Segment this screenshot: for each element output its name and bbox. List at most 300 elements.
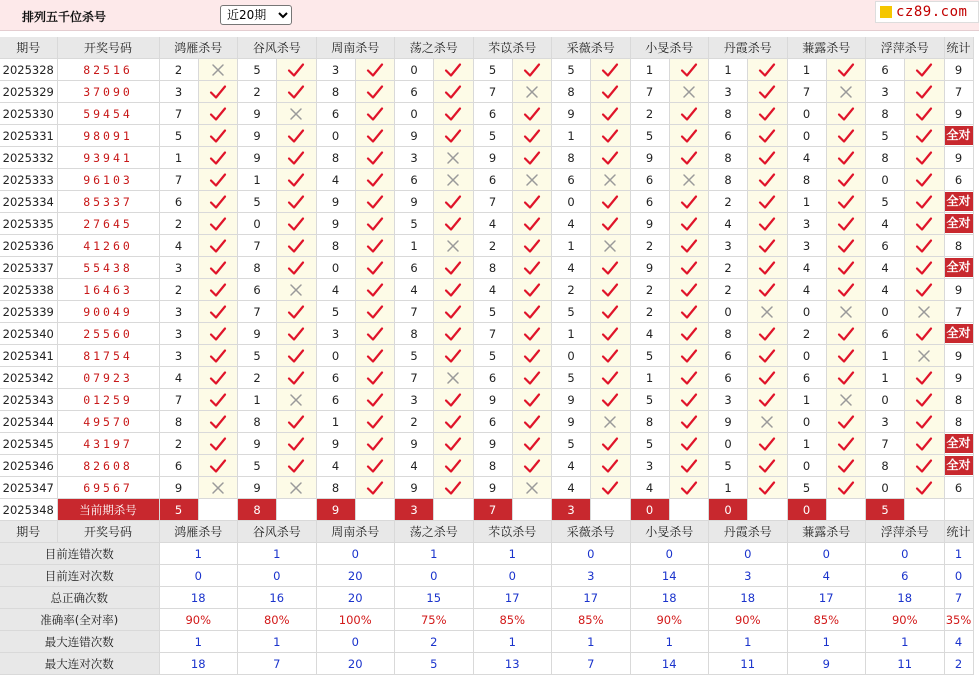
check-icon bbox=[523, 392, 541, 408]
check-icon bbox=[837, 128, 855, 144]
row-stat: 8 bbox=[944, 235, 973, 257]
result-correct bbox=[512, 411, 552, 433]
result-correct bbox=[748, 279, 788, 301]
kill-number: 4 bbox=[316, 455, 355, 477]
kill-number: 2 bbox=[159, 59, 198, 81]
kill-number: 5 bbox=[395, 213, 434, 235]
summary-value: 14 bbox=[630, 565, 709, 587]
kill-number: 5 bbox=[473, 59, 512, 81]
summary-value: 5 bbox=[395, 653, 474, 675]
result-correct bbox=[512, 279, 552, 301]
col-header-stat: 统计 bbox=[944, 521, 973, 543]
check-icon bbox=[758, 282, 776, 298]
col-header-expert: 小旻杀号 bbox=[630, 37, 709, 59]
brand-logo[interactable] bbox=[875, 1, 979, 23]
result-correct bbox=[277, 191, 317, 213]
current-kill-number: 0 bbox=[630, 499, 669, 521]
result-correct bbox=[905, 59, 945, 81]
kill-number: 9 bbox=[395, 125, 434, 147]
check-icon bbox=[680, 458, 698, 474]
check-icon bbox=[680, 260, 698, 276]
col-header-expert: 鸿雁杀号 bbox=[159, 521, 238, 543]
summary-value: 17 bbox=[552, 587, 631, 609]
kill-number: 5 bbox=[238, 191, 277, 213]
issue-number: 2025331 bbox=[0, 125, 57, 147]
result-wrong bbox=[277, 103, 317, 125]
result-correct bbox=[905, 367, 945, 389]
kill-number: 6 bbox=[866, 323, 905, 345]
result-correct bbox=[826, 125, 866, 147]
kill-number: 9 bbox=[159, 477, 198, 499]
kill-number: 7 bbox=[473, 191, 512, 213]
check-icon bbox=[837, 150, 855, 166]
result-correct bbox=[355, 147, 395, 169]
check-icon bbox=[601, 304, 619, 320]
result-correct bbox=[512, 191, 552, 213]
summary-value: 0 bbox=[866, 543, 945, 565]
kill-number: 5 bbox=[473, 125, 512, 147]
check-icon bbox=[915, 150, 933, 166]
kill-number: 0 bbox=[787, 301, 826, 323]
summary-value: 0 bbox=[787, 543, 866, 565]
kill-number: 6 bbox=[473, 169, 512, 191]
current-blank-cell bbox=[277, 499, 317, 521]
table-row bbox=[0, 81, 973, 103]
col-header-expert: 周南杀号 bbox=[316, 37, 395, 59]
result-correct bbox=[355, 279, 395, 301]
result-correct bbox=[669, 345, 709, 367]
summary-value: 11 bbox=[709, 653, 788, 675]
table-row bbox=[0, 279, 973, 301]
result-correct bbox=[826, 433, 866, 455]
result-correct bbox=[434, 213, 474, 235]
top-bar bbox=[0, 0, 979, 31]
col-header-expert: 芣苡杀号 bbox=[473, 37, 552, 59]
kill-number: 3 bbox=[159, 81, 198, 103]
check-icon bbox=[523, 326, 541, 342]
result-correct bbox=[669, 411, 709, 433]
table-row bbox=[0, 411, 973, 433]
kill-number: 0 bbox=[552, 191, 591, 213]
result-correct bbox=[434, 323, 474, 345]
check-icon bbox=[758, 194, 776, 210]
kill-number: 0 bbox=[787, 411, 826, 433]
table-row bbox=[0, 323, 973, 345]
kill-number: 7 bbox=[866, 433, 905, 455]
result-correct bbox=[748, 345, 788, 367]
check-icon bbox=[209, 326, 227, 342]
summary-value: 1 bbox=[944, 543, 973, 565]
kill-number: 5 bbox=[552, 367, 591, 389]
issue-number: 2025347 bbox=[0, 477, 57, 499]
result-correct bbox=[826, 103, 866, 125]
table-row bbox=[0, 213, 973, 235]
check-icon bbox=[915, 260, 933, 276]
cross-icon bbox=[446, 151, 460, 165]
kill-number: 1 bbox=[787, 191, 826, 213]
result-correct bbox=[198, 433, 238, 455]
check-icon bbox=[523, 238, 541, 254]
summary-value: 75% bbox=[395, 609, 474, 631]
kill-number: 7 bbox=[159, 389, 198, 411]
check-icon bbox=[287, 414, 305, 430]
result-correct bbox=[512, 125, 552, 147]
result-wrong bbox=[434, 147, 474, 169]
summary-value: 85% bbox=[552, 609, 631, 631]
result-correct bbox=[434, 125, 474, 147]
check-icon bbox=[287, 370, 305, 386]
check-icon bbox=[444, 282, 462, 298]
result-correct bbox=[512, 345, 552, 367]
current-blank-cell bbox=[591, 499, 631, 521]
check-icon bbox=[758, 62, 776, 78]
kill-number: 8 bbox=[866, 147, 905, 169]
check-icon bbox=[366, 128, 384, 144]
kill-number: 2 bbox=[709, 191, 748, 213]
kill-number: 5 bbox=[473, 345, 512, 367]
col-header-expert: 芣苡杀号 bbox=[473, 521, 552, 543]
check-icon bbox=[758, 458, 776, 474]
summary-label: 目前连对次数 bbox=[0, 565, 159, 587]
kill-number: 1 bbox=[787, 433, 826, 455]
summary-value: 0 bbox=[395, 565, 474, 587]
check-icon bbox=[837, 326, 855, 342]
result-correct bbox=[355, 169, 395, 191]
check-icon bbox=[680, 370, 698, 386]
summary-value: 35% bbox=[944, 609, 973, 631]
result-correct bbox=[748, 477, 788, 499]
summary-value: 18 bbox=[159, 653, 238, 675]
check-icon bbox=[837, 106, 855, 122]
check-icon bbox=[680, 326, 698, 342]
row-stat bbox=[944, 125, 973, 147]
result-correct bbox=[434, 257, 474, 279]
result-correct bbox=[748, 257, 788, 279]
kill-number: 4 bbox=[395, 455, 434, 477]
check-icon bbox=[287, 304, 305, 320]
summary-value: 0 bbox=[552, 543, 631, 565]
result-correct bbox=[355, 389, 395, 411]
kill-number: 9 bbox=[473, 147, 512, 169]
kill-number: 1 bbox=[866, 345, 905, 367]
kill-number: 9 bbox=[473, 477, 512, 499]
kill-number: 1 bbox=[395, 235, 434, 257]
check-icon bbox=[837, 458, 855, 474]
summary-value: 18 bbox=[709, 587, 788, 609]
brand-square-icon bbox=[880, 6, 892, 18]
check-icon bbox=[758, 348, 776, 364]
result-correct bbox=[748, 213, 788, 235]
check-icon bbox=[444, 348, 462, 364]
kill-number: 1 bbox=[552, 125, 591, 147]
row-stat: 9 bbox=[944, 103, 973, 125]
kill-number: 5 bbox=[866, 125, 905, 147]
check-icon bbox=[915, 84, 933, 100]
kill-number: 2 bbox=[630, 235, 669, 257]
check-icon bbox=[915, 458, 933, 474]
result-correct bbox=[198, 301, 238, 323]
cross-icon bbox=[446, 173, 460, 187]
kill-number: 2 bbox=[395, 411, 434, 433]
check-icon bbox=[444, 304, 462, 320]
summary-value: 1 bbox=[238, 631, 317, 653]
row-stat: 9 bbox=[944, 59, 973, 81]
summary-value: 20 bbox=[316, 587, 395, 609]
result-correct bbox=[355, 323, 395, 345]
col-header-expert: 谷风杀号 bbox=[238, 37, 317, 59]
check-icon bbox=[209, 304, 227, 320]
result-correct bbox=[277, 81, 317, 103]
kill-number: 6 bbox=[787, 367, 826, 389]
result-wrong bbox=[591, 235, 631, 257]
check-icon bbox=[680, 392, 698, 408]
cross-icon bbox=[839, 305, 853, 319]
kill-number: 9 bbox=[316, 213, 355, 235]
kill-number: 6 bbox=[395, 81, 434, 103]
result-correct bbox=[277, 455, 317, 477]
summary-value: 13 bbox=[473, 653, 552, 675]
issue-number: 2025333 bbox=[0, 169, 57, 191]
draw-numbers: 82608 bbox=[57, 455, 159, 477]
result-correct bbox=[277, 235, 317, 257]
issue-number: 2025337 bbox=[0, 257, 57, 279]
table-row bbox=[0, 477, 973, 499]
summary-value: 0 bbox=[473, 565, 552, 587]
kill-number: 2 bbox=[238, 367, 277, 389]
check-icon bbox=[444, 62, 462, 78]
kill-number: 4 bbox=[552, 477, 591, 499]
check-icon bbox=[601, 480, 619, 496]
current-kill-number: 5 bbox=[159, 499, 198, 521]
result-correct bbox=[905, 169, 945, 191]
kill-number: 9 bbox=[395, 477, 434, 499]
cross-icon bbox=[525, 481, 539, 495]
check-icon bbox=[915, 370, 933, 386]
row-stat: 8 bbox=[944, 389, 973, 411]
current-blank-cell bbox=[944, 499, 973, 521]
kill-number: 8 bbox=[866, 103, 905, 125]
summary-row bbox=[0, 609, 973, 631]
check-icon bbox=[837, 282, 855, 298]
kill-number: 2 bbox=[630, 301, 669, 323]
kill-number: 4 bbox=[473, 213, 512, 235]
check-icon bbox=[523, 150, 541, 166]
result-correct bbox=[905, 323, 945, 345]
result-correct bbox=[748, 191, 788, 213]
kill-number: 1 bbox=[866, 367, 905, 389]
kill-number: 5 bbox=[552, 433, 591, 455]
summary-value: 0 bbox=[316, 631, 395, 653]
summary-value: 90% bbox=[159, 609, 238, 631]
result-correct bbox=[591, 455, 631, 477]
kill-number: 4 bbox=[866, 213, 905, 235]
check-icon bbox=[287, 458, 305, 474]
check-icon bbox=[209, 392, 227, 408]
check-icon bbox=[601, 436, 619, 452]
kill-number: 7 bbox=[238, 301, 277, 323]
check-icon bbox=[758, 260, 776, 276]
result-wrong bbox=[748, 301, 788, 323]
all-correct-badge: 全对 bbox=[945, 214, 973, 233]
kill-number: 9 bbox=[238, 477, 277, 499]
result-correct bbox=[355, 235, 395, 257]
check-icon bbox=[758, 370, 776, 386]
table-row bbox=[0, 235, 973, 257]
summary-value: 11 bbox=[866, 653, 945, 675]
check-icon bbox=[209, 260, 227, 276]
result-correct bbox=[905, 389, 945, 411]
check-icon bbox=[837, 194, 855, 210]
result-correct bbox=[355, 477, 395, 499]
check-icon bbox=[366, 84, 384, 100]
row-stat: 6 bbox=[944, 477, 973, 499]
kill-number: 5 bbox=[552, 59, 591, 81]
col-header-expert: 丹霞杀号 bbox=[709, 521, 788, 543]
check-icon bbox=[915, 172, 933, 188]
summary-value: 17 bbox=[473, 587, 552, 609]
brand-text: cz89.com bbox=[896, 4, 968, 20]
kill-number: 0 bbox=[787, 103, 826, 125]
summary-value: 2 bbox=[944, 653, 973, 675]
result-correct bbox=[198, 367, 238, 389]
page-title: 排列五千位杀号 bbox=[22, 10, 107, 24]
kill-number: 9 bbox=[630, 213, 669, 235]
summary-value: 0 bbox=[944, 565, 973, 587]
current-kill-number: 0 bbox=[709, 499, 748, 521]
cross-icon bbox=[917, 349, 931, 363]
all-correct-badge: 全对 bbox=[945, 434, 973, 453]
row-stat: 9 bbox=[944, 345, 973, 367]
result-correct bbox=[198, 191, 238, 213]
kill-number: 8 bbox=[552, 81, 591, 103]
check-icon bbox=[444, 84, 462, 100]
result-correct bbox=[434, 411, 474, 433]
kill-number: 9 bbox=[238, 323, 277, 345]
kill-number: 2 bbox=[709, 257, 748, 279]
row-stat bbox=[944, 455, 973, 477]
result-correct bbox=[355, 213, 395, 235]
summary-value: 15 bbox=[395, 587, 474, 609]
kill-number: 3 bbox=[630, 455, 669, 477]
result-correct bbox=[434, 279, 474, 301]
kill-number-table bbox=[0, 37, 974, 675]
summary-value: 1 bbox=[709, 631, 788, 653]
kill-number: 9 bbox=[238, 103, 277, 125]
result-correct bbox=[826, 191, 866, 213]
check-icon bbox=[837, 348, 855, 364]
table-row bbox=[0, 257, 973, 279]
check-icon bbox=[915, 414, 933, 430]
kill-number: 8 bbox=[473, 257, 512, 279]
summary-value: 0 bbox=[159, 565, 238, 587]
check-icon bbox=[915, 238, 933, 254]
table-row bbox=[0, 367, 973, 389]
kill-number: 0 bbox=[316, 257, 355, 279]
result-correct bbox=[905, 147, 945, 169]
result-correct bbox=[669, 455, 709, 477]
kill-number: 3 bbox=[159, 345, 198, 367]
draw-numbers: 85337 bbox=[57, 191, 159, 213]
issue-number: 2025346 bbox=[0, 455, 57, 477]
kill-number: 5 bbox=[238, 345, 277, 367]
kill-number: 1 bbox=[630, 367, 669, 389]
check-icon bbox=[523, 304, 541, 320]
kill-number: 6 bbox=[316, 103, 355, 125]
result-correct bbox=[905, 191, 945, 213]
check-icon bbox=[758, 106, 776, 122]
result-correct bbox=[591, 279, 631, 301]
summary-value: 7 bbox=[944, 587, 973, 609]
all-correct-badge: 全对 bbox=[945, 126, 973, 145]
result-correct bbox=[591, 433, 631, 455]
kill-number: 7 bbox=[473, 323, 512, 345]
issue-number: 2025330 bbox=[0, 103, 57, 125]
summary-value: 1 bbox=[159, 631, 238, 653]
summary-value: 100% bbox=[316, 609, 395, 631]
result-correct bbox=[591, 477, 631, 499]
check-icon bbox=[287, 326, 305, 342]
current-blank-cell bbox=[355, 499, 395, 521]
summary-value: 9 bbox=[787, 653, 866, 675]
kill-number: 1 bbox=[238, 169, 277, 191]
kill-number: 1 bbox=[552, 235, 591, 257]
kill-number: 9 bbox=[395, 191, 434, 213]
check-icon bbox=[680, 216, 698, 232]
check-icon bbox=[209, 348, 227, 364]
check-icon bbox=[758, 172, 776, 188]
current-kill-number: 7 bbox=[473, 499, 512, 521]
summary-value: 17 bbox=[787, 587, 866, 609]
check-icon bbox=[287, 216, 305, 232]
check-icon bbox=[837, 216, 855, 232]
draw-numbers: 90049 bbox=[57, 301, 159, 323]
table-row bbox=[0, 103, 973, 125]
check-icon bbox=[601, 62, 619, 78]
summary-value: 16 bbox=[238, 587, 317, 609]
result-correct bbox=[198, 235, 238, 257]
kill-number: 0 bbox=[866, 389, 905, 411]
kill-number: 6 bbox=[316, 389, 355, 411]
result-wrong bbox=[434, 367, 474, 389]
result-correct bbox=[277, 125, 317, 147]
issue-number: 2025342 bbox=[0, 367, 57, 389]
cross-icon bbox=[211, 481, 225, 495]
row-stat: 7 bbox=[944, 81, 973, 103]
period-select[interactable] bbox=[220, 5, 292, 25]
draw-numbers: 41260 bbox=[57, 235, 159, 257]
check-icon bbox=[758, 436, 776, 452]
kill-number: 8 bbox=[238, 257, 277, 279]
check-icon bbox=[366, 392, 384, 408]
kill-number: 7 bbox=[395, 301, 434, 323]
check-icon bbox=[601, 128, 619, 144]
kill-number: 3 bbox=[159, 257, 198, 279]
draw-numbers: 07923 bbox=[57, 367, 159, 389]
result-correct bbox=[591, 147, 631, 169]
kill-number: 9 bbox=[630, 257, 669, 279]
row-stat: 7 bbox=[944, 301, 973, 323]
row-stat: 9 bbox=[944, 279, 973, 301]
result-correct bbox=[512, 367, 552, 389]
check-icon bbox=[287, 238, 305, 254]
summary-value: 1 bbox=[238, 543, 317, 565]
summary-value: 18 bbox=[159, 587, 238, 609]
kill-number: 4 bbox=[552, 257, 591, 279]
result-correct bbox=[512, 301, 552, 323]
col-header-expert: 鸿雁杀号 bbox=[159, 37, 238, 59]
kill-number: 2 bbox=[787, 323, 826, 345]
result-correct bbox=[748, 367, 788, 389]
